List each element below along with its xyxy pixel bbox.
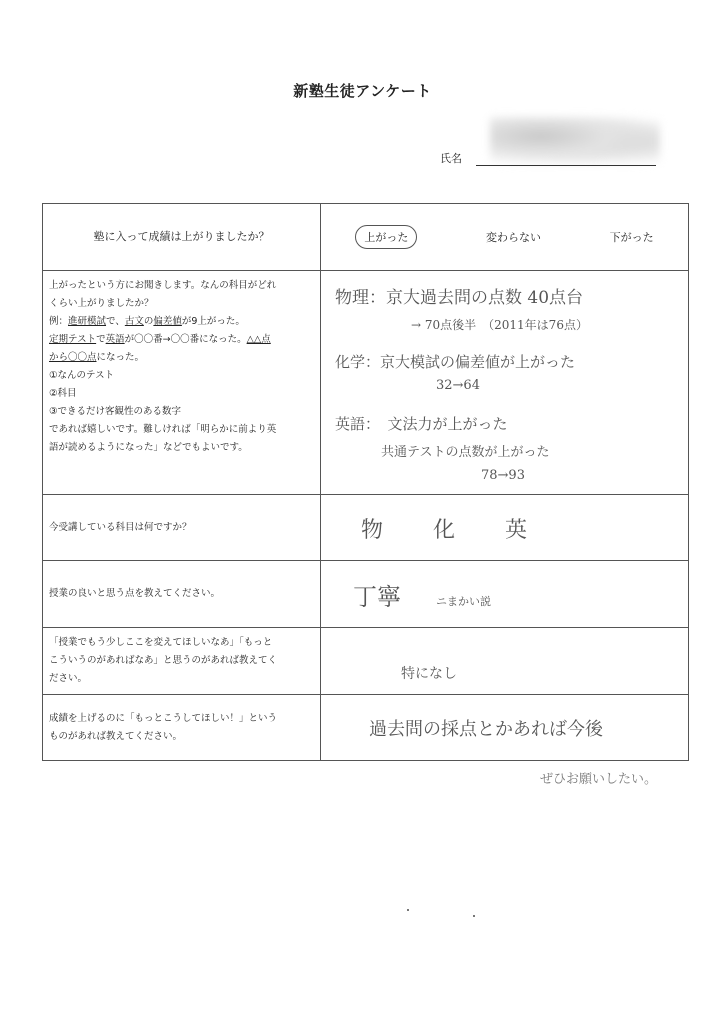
question-2: 上がったという方にお聞きします。なんの科目がどれ くらい上がりましたか？ 例：進研模試で、古文の偏差値が9上がった。 定期テストで英語が〇〇番→〇〇番になった。△△点 から〇〇点になった。 ①なんのテスト ②科目 ③できるだけ客観性のある数字 であれば嬉しいです。難しければ「明らかに前より英 語が読めるようになった」などでもよいです。 bbox=[43, 271, 321, 495]
handwritten-subjects: 物 化 英 bbox=[361, 518, 542, 543]
handwritten-english: 英語： 文法力が上がった bbox=[335, 415, 508, 433]
handwritten-good-point-note: ニまかい説 bbox=[436, 595, 491, 608]
handwritten-chemistry: 化学：京大模試の偏差値が上がった bbox=[335, 353, 576, 371]
question-row-4 bbox=[43, 561, 689, 628]
name-field bbox=[440, 150, 656, 166]
question-row-6 bbox=[43, 695, 689, 761]
choice-up-selected[interactable]: 上がった bbox=[355, 225, 417, 249]
question-1: 塾に入って成績は上がりましたか？ bbox=[43, 204, 321, 271]
survey-title: 新塾生徒アンケート bbox=[293, 82, 432, 100]
question-6: 成績を上げるのに「もっとこうしてほしい！」という ものがあれば教えてください。 bbox=[43, 695, 321, 761]
stray-mark bbox=[473, 915, 475, 917]
question-row-2 bbox=[43, 271, 689, 495]
answer-1 bbox=[321, 204, 689, 271]
choice-group bbox=[321, 204, 688, 270]
handwritten-good-point: 丁寧 bbox=[353, 583, 401, 611]
question-row-5 bbox=[43, 628, 689, 695]
name-label: 氏名 bbox=[440, 152, 462, 165]
example-line: 例：進研模試で、古文の偏差値が9上がった。 bbox=[49, 316, 245, 327]
question-4: 授業の良いと思う点を教えてください。 bbox=[43, 561, 321, 628]
handwritten-request: 過去問の採点とかあれば今後 bbox=[369, 719, 603, 740]
question-3: 今受講している科目は何ですか？ bbox=[43, 495, 321, 561]
answer-6 bbox=[321, 695, 689, 761]
stray-mark bbox=[407, 909, 409, 911]
survey-table bbox=[42, 203, 689, 761]
question-row-1 bbox=[43, 204, 689, 271]
choice-same[interactable]: 変わらない bbox=[485, 231, 541, 244]
handwritten-physics: 物理：京大過去問の点数 40点台 bbox=[335, 288, 584, 308]
handwritten-request-continued: ぜひお願いしたい。 bbox=[540, 772, 658, 787]
name-underline bbox=[476, 155, 656, 166]
answer-2 bbox=[321, 271, 689, 495]
question-5: 「授業でもう少しここを変えてほしいなあ」「もっと こういうのがあればなあ」と思うのがあれば教えてく ださい。 bbox=[43, 628, 321, 695]
handwritten-chemistry-detail: 32→64 bbox=[436, 378, 480, 393]
handwritten-physics-detail: → 70点後半 （2011年は76点） bbox=[411, 318, 588, 332]
answer-5 bbox=[321, 628, 689, 695]
answer-4 bbox=[321, 561, 689, 628]
handwritten-nothing: 特になし bbox=[401, 666, 457, 682]
question-row-3 bbox=[43, 495, 689, 561]
choice-down[interactable]: 下がった bbox=[609, 231, 654, 244]
handwritten-english-score: 78→93 bbox=[481, 468, 525, 483]
handwritten-english-detail: 共通テストの点数が上がった bbox=[381, 445, 550, 460]
answer-3 bbox=[321, 495, 689, 561]
